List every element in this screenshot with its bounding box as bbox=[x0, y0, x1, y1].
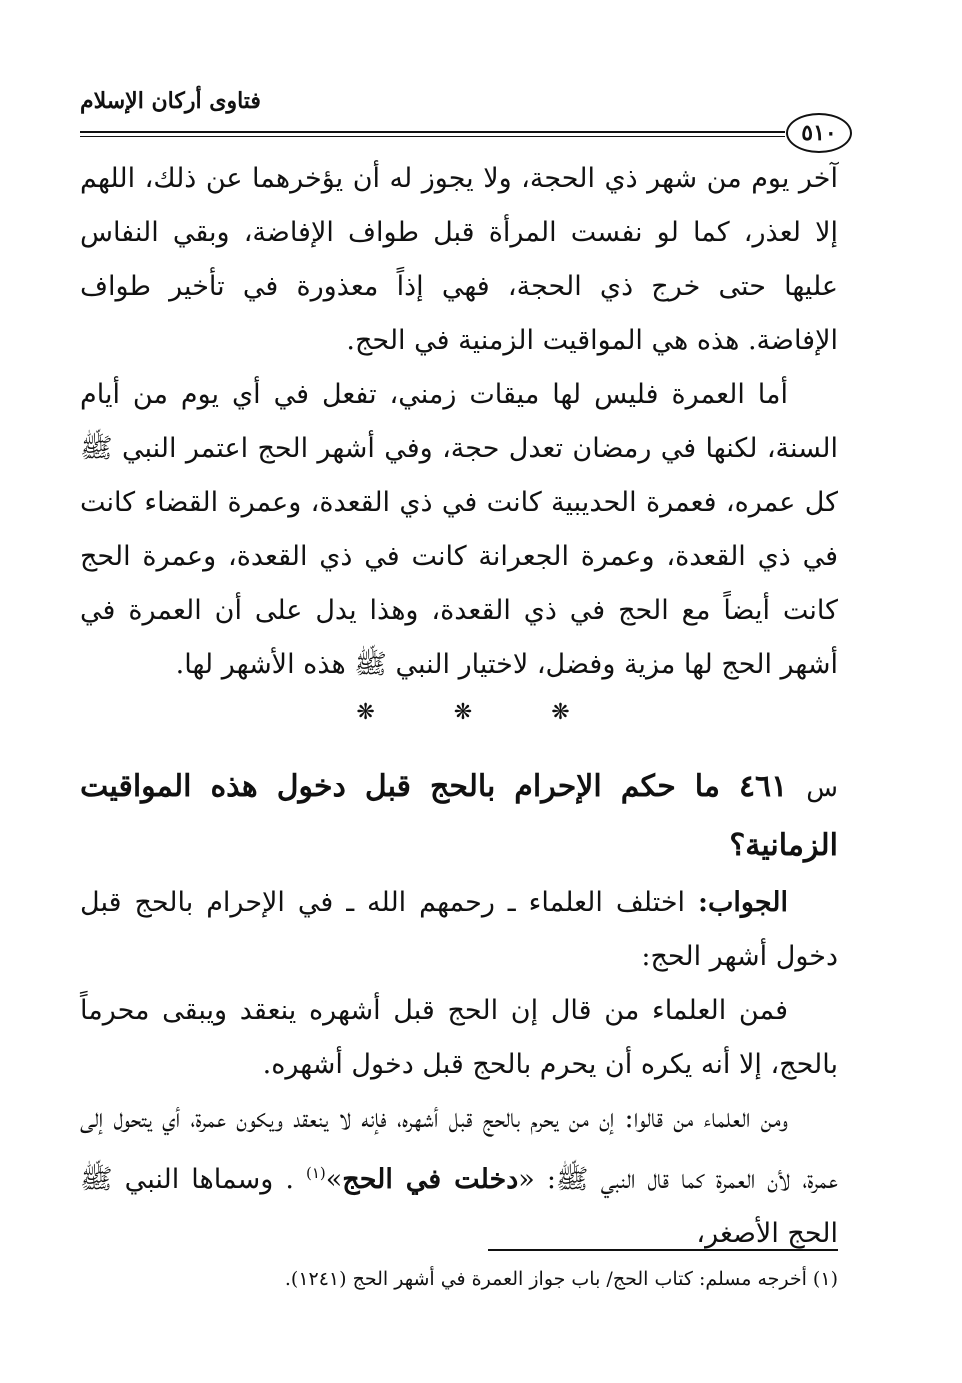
paragraph-1: آخر يوم من شهر ذي الحجة، ولا يجوز له أن يؤخرهما عن ذلك، اللهم إلا لعذر، كما لو نفست المرأة قبل طواف الإفاضة، وبقي النفاس عليها حتى خرج ذي الحجة، فهي إذاً معذورة في تأخير طواف الإفاضة. هذه هي المواقيت الزمنية في الحج. bbox=[80, 163, 838, 356]
answer-intro-text: اختلف العلماء ـ رحمهم الله ـ في الإحرام بالحج قبل دخول أشهر الحج: bbox=[80, 887, 838, 972]
section-separator: ❋ ❋ ❋ bbox=[356, 700, 606, 725]
question-number: ٤٦١ bbox=[738, 769, 788, 804]
answer-p3-start: ومن العلماء من قالوا: إن من يحرم بالحج قبل أشهره، فإنه لا ينعقد ويكون عمرة، أي يتحول إلى عمرة، لأن العمرة كما قال النبي ﷺ: « bbox=[80, 1103, 838, 1195]
paragraph-2: أما العمرة فليس لها ميقات زمني، تفعل في أي يوم من أيام السنة، لكنها في رمضان تعدل حجة، وفي أشهر الحج اعتمر النبي ﷺ كل عمره، فعمرة الحديبية كانت في ذي القعدة، وعمرة القضاء كانت في ذي القعدة، وعمرة الجعرانة كانت في ذي القعدة، وعمرة الحج كانت أيضاً مع الحج في ذي القعدة، وهذا يدل على أن العمرة في أشهر الحج لها مزية وفضل، لاختيار النبي ﷺ هذه الأشهر لها. bbox=[80, 379, 838, 680]
answer-paragraph-1 bbox=[80, 876, 838, 984]
question-heading bbox=[80, 758, 838, 875]
footnote-rule bbox=[488, 1249, 838, 1251]
question-mark: س bbox=[806, 773, 838, 803]
question-text: ما حكم الإحرام بالحج قبل دخول هذه المواقيت الزمانية؟ bbox=[80, 769, 838, 863]
footnote-reference: (١) bbox=[305, 1164, 326, 1182]
answer-p3-end: . وسماها النبي ﷺ الحج الأصغر، bbox=[80, 1164, 838, 1249]
page-number: ٥١٠ bbox=[786, 113, 852, 153]
quote-close: » bbox=[325, 1164, 343, 1195]
footnote: (١) أخرجه مسلم: كتاب الحج/ باب جواز العمرة في أشهر الحج (١٢٤١). bbox=[284, 1268, 838, 1290]
header-rule bbox=[80, 131, 785, 137]
answer-paragraph-2: فمن العلماء من قال إن الحج قبل أشهره ينعقد ويبقى محرماً بالحج، إلا أنه يكره أن يحرم بالحج قبل دخول أشهره. bbox=[80, 995, 838, 1080]
answer-label: الجواب: bbox=[697, 887, 788, 918]
hadith-quote: دخلت في الحج bbox=[342, 1164, 519, 1195]
answer-paragraph-3 bbox=[80, 1092, 838, 1261]
running-title: فتاوى أركان الإسلام bbox=[80, 88, 261, 114]
